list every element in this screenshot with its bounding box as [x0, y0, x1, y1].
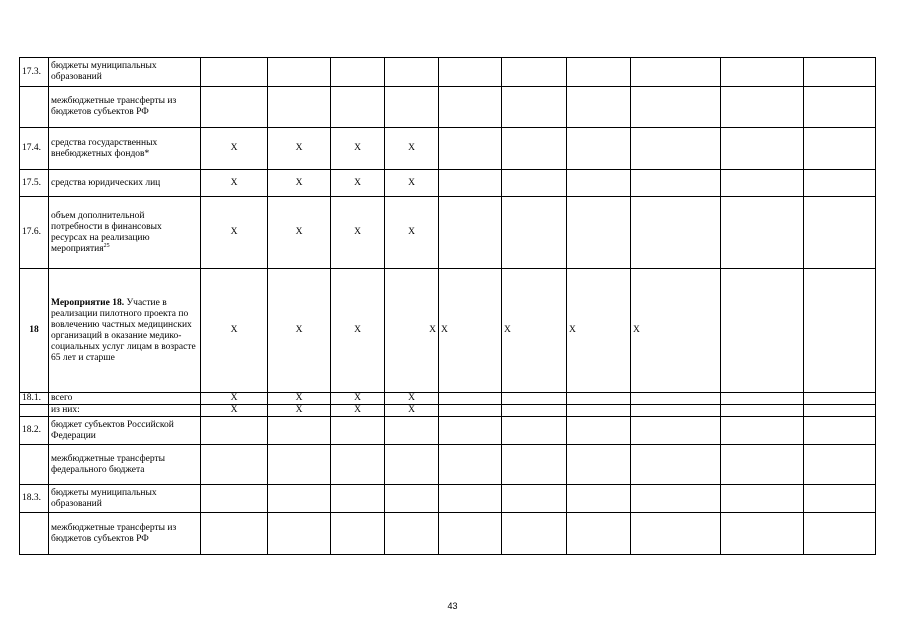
- row-label: из них:: [49, 405, 201, 417]
- x-mark: Х: [567, 269, 631, 393]
- x-mark: Х: [268, 405, 331, 417]
- row-label: [49, 197, 201, 269]
- event-title: Мероприятие 18.: [51, 297, 125, 308]
- x-mark: Х: [201, 197, 268, 269]
- table-row: [20, 513, 876, 555]
- x-mark: Х: [268, 393, 331, 405]
- row-number: 17.5.: [20, 170, 49, 197]
- budget-table: [19, 57, 876, 555]
- table-row: [20, 87, 876, 128]
- table-row: [20, 405, 876, 417]
- row-label: средства государственных внебюджетных фондов*: [49, 128, 201, 170]
- row-number: 18: [20, 269, 49, 393]
- x-mark: Х: [385, 170, 439, 197]
- x-mark: Х: [201, 269, 268, 393]
- row-label: всего: [49, 393, 201, 405]
- row-label: межбюджетные трансферты из бюджетов субъектов РФ: [49, 87, 201, 128]
- table-row: [20, 393, 876, 405]
- x-mark: Х: [201, 405, 268, 417]
- row-label: бюджеты муниципальных образований: [49, 58, 201, 87]
- table-row: [20, 445, 876, 485]
- row-label: бюджет субъектов Российской Федерации: [49, 417, 201, 445]
- x-mark: Х: [331, 269, 385, 393]
- row-label: межбюджетные трансферты из бюджетов субъектов РФ: [49, 513, 201, 555]
- x-mark: Х: [502, 269, 567, 393]
- x-mark: Х: [201, 170, 268, 197]
- x-mark: Х: [331, 128, 385, 170]
- row-label-text: объем дополнительной потребности в финансовых ресурсах на реализацию мероприятия: [51, 210, 162, 254]
- x-mark: Х: [331, 393, 385, 405]
- row-number: 18.3.: [20, 485, 49, 513]
- x-mark: Х: [385, 128, 439, 170]
- x-mark: Х: [268, 269, 331, 393]
- x-mark: Х: [385, 197, 439, 269]
- table-row: [20, 485, 876, 513]
- table-row: [20, 417, 876, 445]
- row-number: 18.2.: [20, 417, 49, 445]
- row-label: бюджеты муниципальных образований: [49, 485, 201, 513]
- x-mark: Х: [201, 128, 268, 170]
- table-row: [20, 197, 876, 269]
- table-row: [20, 128, 876, 170]
- row-number: 17.4.: [20, 128, 49, 170]
- x-mark: Х: [331, 405, 385, 417]
- row-label: [49, 269, 201, 393]
- table-row: [20, 269, 876, 393]
- page-number: 43: [447, 601, 458, 611]
- row-label: средства юридических лиц: [49, 170, 201, 197]
- row-label-text: Участие в реализации пилотного проекта по вовлечению частных медицинских организаций в оказание медико-социальных услуг лицам в возрасте 65 лет и старше: [51, 297, 196, 363]
- x-mark: Х: [201, 393, 268, 405]
- table-row: [20, 58, 876, 87]
- row-number: 18.1.: [20, 393, 49, 405]
- x-mark: Х: [331, 170, 385, 197]
- x-mark: Х: [385, 393, 439, 405]
- x-mark: Х: [268, 197, 331, 269]
- x-mark: Х: [268, 170, 331, 197]
- x-mark: Х: [385, 269, 439, 393]
- x-mark: Х: [385, 405, 439, 417]
- row-number: 17.3.: [20, 58, 49, 87]
- footnote-marker: 25: [103, 242, 110, 249]
- row-label: межбюджетные трансферты федерального бюджета: [49, 445, 201, 485]
- x-mark: Х: [331, 197, 385, 269]
- table-row: [20, 170, 876, 197]
- x-mark: Х: [439, 269, 502, 393]
- x-mark: Х: [268, 128, 331, 170]
- row-number: 17.6.: [20, 197, 49, 269]
- x-mark: Х: [631, 269, 721, 393]
